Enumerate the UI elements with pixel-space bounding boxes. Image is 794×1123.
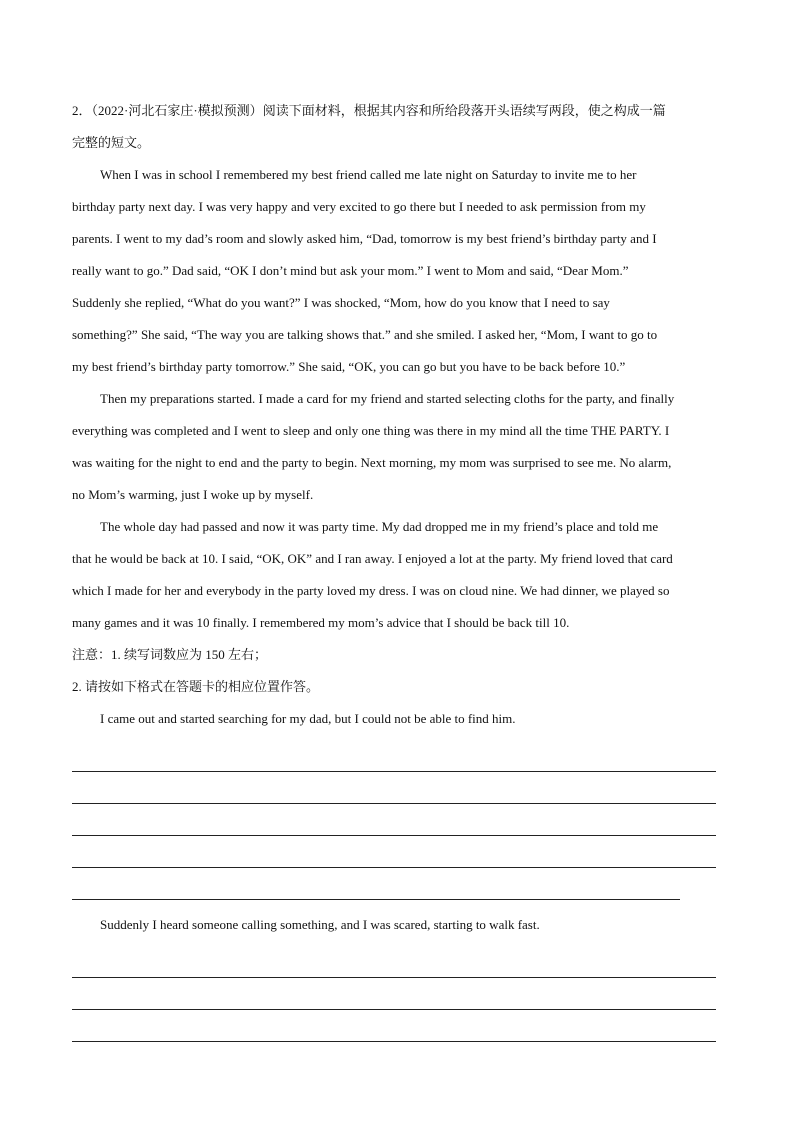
- passage-line: was waiting for the night to end and the party to begin. Next morning, my mom was surprised to see me. No alarm,: [72, 455, 672, 470]
- passage-line: birthday party next day. I was very happy and very excited to go there but I needed to ask permission from my: [72, 199, 646, 214]
- paragraph-starter-1: I came out and started searching for my dad, but I could not be able to find him.: [100, 711, 516, 726]
- question-instruction: 阅读下面材料，根据其内容和所给段落开头语续写两段，使之构成一篇: [262, 103, 666, 118]
- answer-line[interactable]: [72, 836, 722, 868]
- note-format: 2. 请按如下格式在答题卡的相应位置作答。: [72, 679, 320, 694]
- question-source: （2022·河北石家庄·模拟预测）: [91, 103, 263, 118]
- passage-line: something?” She said, “The way you are talking shows that.” and she smiled. I asked her, “Mom, I want to go to: [72, 327, 658, 342]
- question-content: [72, 98, 722, 1042]
- answer-area-1[interactable]: [72, 740, 722, 900]
- spacer: [72, 900, 722, 912]
- passage-line: everything was completed and I went to sleep and only one thing was there in my mind all the time THE PARTY. I: [72, 423, 670, 438]
- answer-line[interactable]: [72, 946, 722, 978]
- answer-line[interactable]: [72, 978, 722, 1010]
- passage-line: my best friend’s birthday party tomorrow.” She said, “OK, you can go but you have to be back before 10.”: [72, 359, 626, 374]
- question-number: 2．: [72, 103, 92, 118]
- passage-line: parents. I went to my dad’s room and slowly asked him, “Dad, tomorrow is my best friend’s birthday party and I: [72, 231, 657, 246]
- passage-line: Suddenly she replied, “What do you want?” I was shocked, “Mom, how do you know that I need to say: [72, 295, 610, 310]
- question-header: [72, 98, 722, 130]
- passage-line: that he would be back at 10. I said, “OK, OK” and I ran away. I enjoyed a lot at the party. My friend loved that card: [72, 551, 673, 566]
- answer-line[interactable]: [72, 740, 722, 772]
- answer-line[interactable]: [72, 1010, 722, 1042]
- question-instruction-continued: 完整的短文。: [72, 135, 151, 150]
- answer-area-2[interactable]: [72, 946, 722, 1042]
- paragraph-starter-2: Suddenly I heard someone calling something, and I was scared, starting to walk fast.: [100, 917, 540, 932]
- answer-line[interactable]: [72, 804, 722, 836]
- passage-line: which I made for her and everybody in the party loved my dress. I was on cloud nine. We had dinner, we played so: [72, 583, 670, 598]
- passage-line: When I was in school I remembered my best friend called me late night on Saturday to invite me to her: [100, 167, 637, 182]
- passage-line: many games and it was 10 finally. I remembered my mom’s advice that I should be back till 10.: [72, 615, 570, 630]
- passage-line: no Mom’s warming, just I woke up by myself.: [72, 487, 314, 502]
- answer-line[interactable]: [72, 868, 722, 900]
- passage-line: really want to go.” Dad said, “OK I don’t mind but ask your mom.” I went to Mom and said, “Dear Mom.”: [72, 263, 629, 278]
- answer-line[interactable]: [72, 772, 722, 804]
- passage-line: The whole day had passed and now it was party time. My dad dropped me in my friend’s place and told me: [100, 519, 659, 534]
- note-word-count: 注意：1. 续写词数应为 150 左右；: [72, 647, 268, 662]
- passage-line: Then my preparations started. I made a card for my friend and started selecting cloths for the party, and finally: [100, 391, 675, 406]
